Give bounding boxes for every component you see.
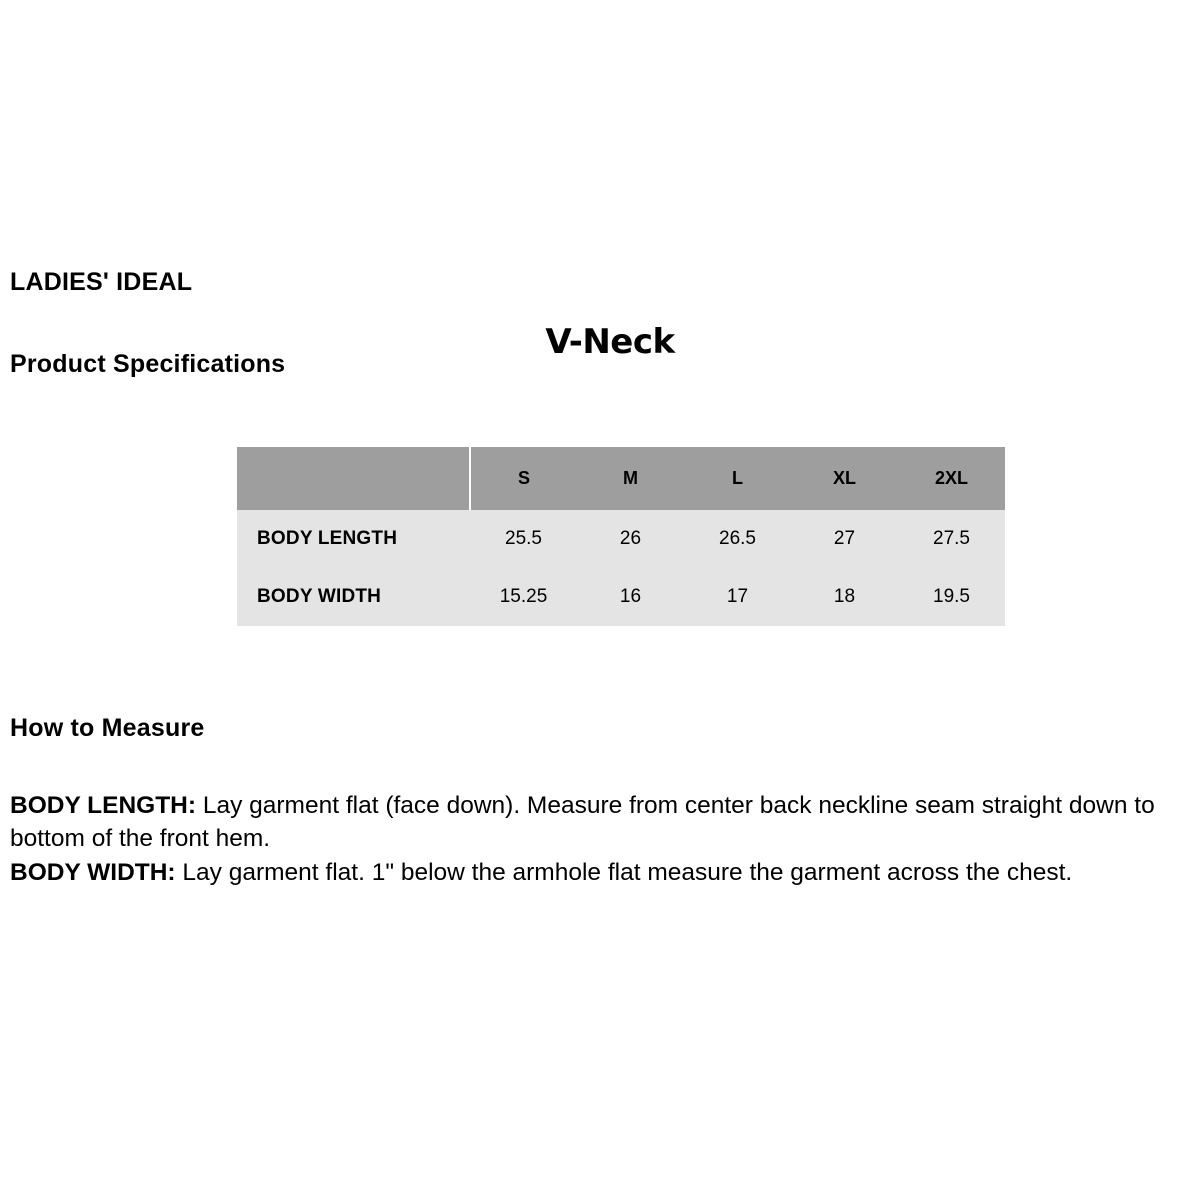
cell-body-width-l: 17 <box>726 586 749 607</box>
instruction-text-body-width: Lay garment flat. 1" below the armhole flat measure the garment across the chest. <box>175 859 1073 887</box>
table-row <box>237 568 1005 626</box>
cell-body-length-2xl: 27.5 <box>933 528 970 549</box>
table-corner-cell <box>237 447 470 510</box>
how-to-measure-instructions <box>10 790 1195 892</box>
instruction-label-body-width: BODY WIDTH: <box>10 859 176 887</box>
column-header-m: M <box>623 468 638 488</box>
instruction-label-body-length: BODY LENGTH: <box>10 792 197 819</box>
size-chart-body <box>237 510 1005 626</box>
cell-body-length-m: 26 <box>619 528 642 549</box>
instruction-body-width <box>10 857 1195 890</box>
cell-body-length-s: 25.5 <box>505 528 542 549</box>
cell-body-length-xl: 27 <box>833 528 856 549</box>
column-header-l: L <box>732 468 743 488</box>
cell-body-width-xl: 18 <box>833 586 856 607</box>
row-label-body-width: BODY WIDTH <box>257 586 382 607</box>
instruction-body-length <box>10 790 1195 855</box>
cell-body-width-s: 15.25 <box>499 586 548 607</box>
column-header-2xl: 2XL <box>934 468 968 488</box>
product-name: V-Neck <box>545 322 675 362</box>
cell-body-width-2xl: 19.5 <box>933 586 970 607</box>
brand-title: LADIES' IDEAL <box>10 268 193 296</box>
column-header-s: S <box>517 468 530 488</box>
size-chart-header <box>237 447 1005 510</box>
size-chart-table <box>237 447 1005 626</box>
cell-body-width-m: 16 <box>619 586 642 607</box>
table-row <box>237 510 1005 568</box>
row-label-body-length: BODY LENGTH <box>257 528 398 549</box>
table-header-row <box>237 447 1005 510</box>
how-to-measure-title: How to Measure <box>10 714 205 742</box>
instruction-text-body-length: Lay garment flat (face down). Measure from center back neckline seam straight down to bottom of the front hem. <box>10 792 1155 852</box>
product-specifications-title: Product Specifications <box>10 350 286 378</box>
column-header-xl: XL <box>832 468 856 488</box>
cell-body-length-l: 26.5 <box>719 528 756 549</box>
